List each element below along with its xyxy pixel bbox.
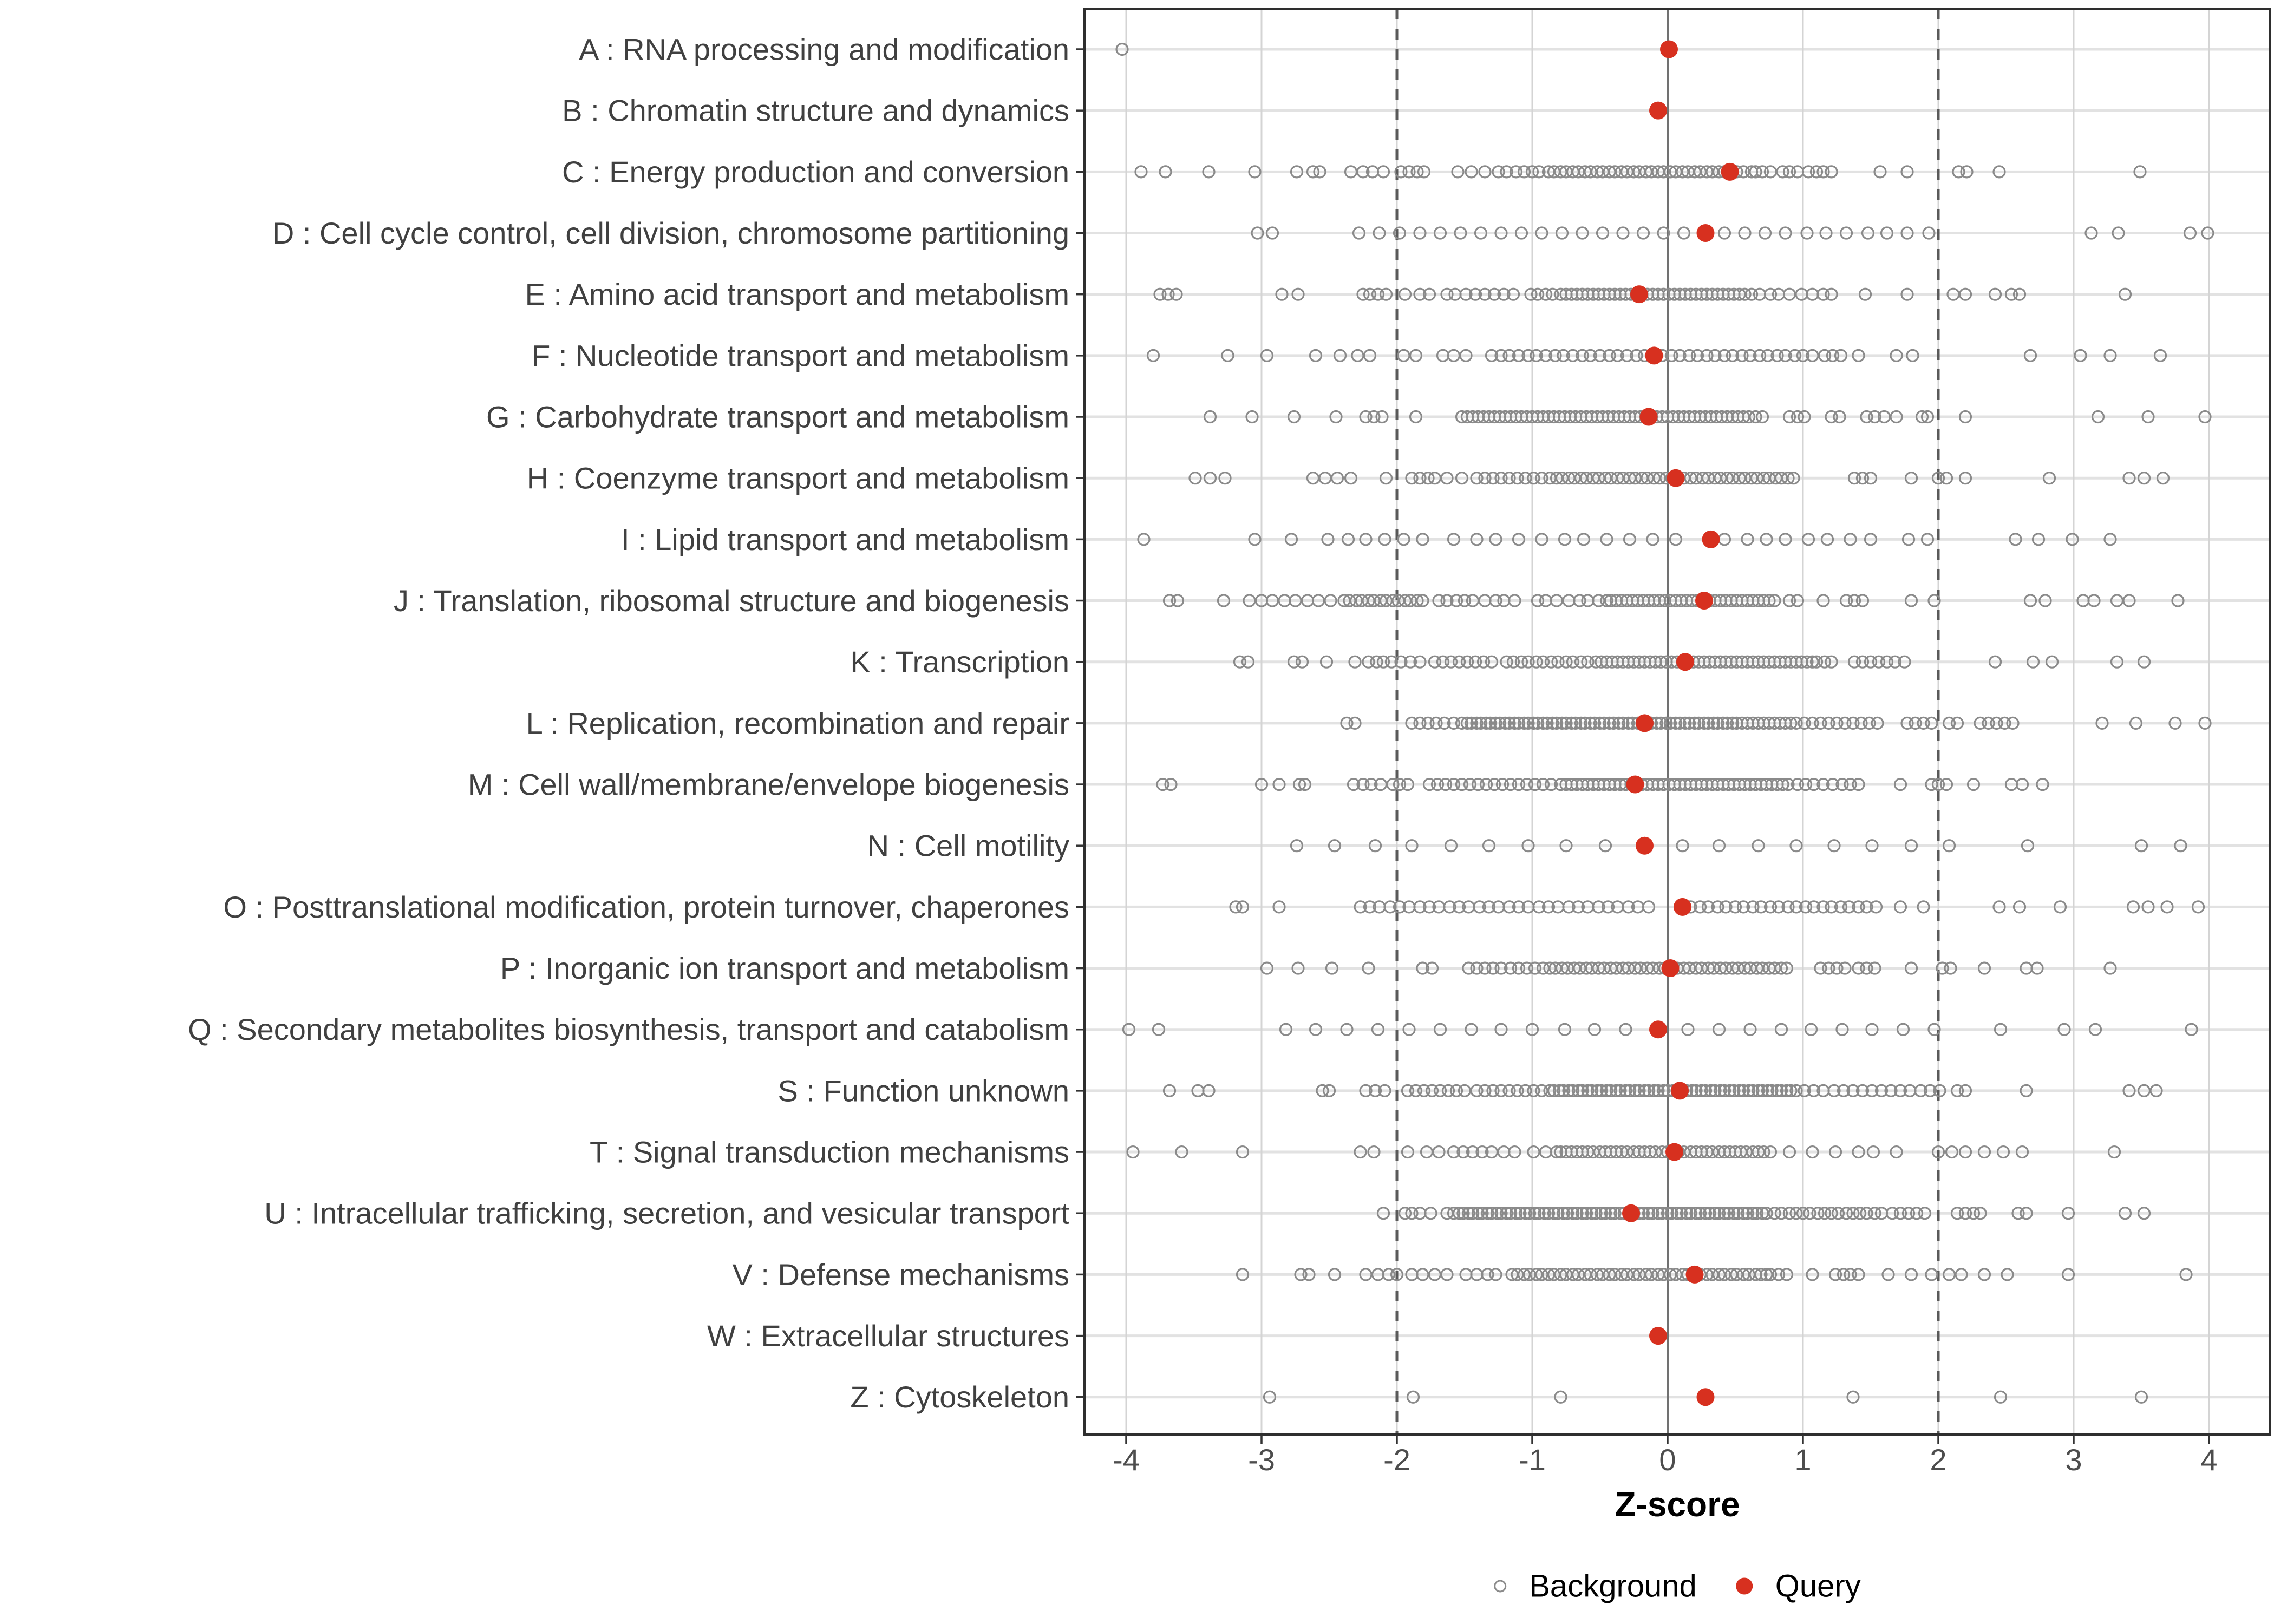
y-axis-label: J : Translation, ribosomal structure and biogenesis [393,584,1069,618]
y-axis-label: M : Cell wall/membrane/envelope biogenesis [467,767,1069,802]
query-point [1686,1266,1704,1284]
query-point [1662,959,1680,977]
query-point [1636,837,1654,855]
query-point [1676,653,1694,671]
query-point [1626,776,1644,794]
x-tick-label: 1 [1794,1443,1812,1477]
query-point [1622,1204,1640,1222]
y-axis-label: A : RNA processing and modification [579,32,1069,67]
y-axis-label: C : Energy production and conversion [562,154,1069,189]
query-point [1697,1388,1715,1406]
query-point [1695,592,1713,610]
y-axis-label: I : Lipid transport and metabolism [621,522,1069,556]
query-point [1667,469,1685,487]
query-point [1649,1020,1667,1038]
query-point [1702,531,1720,548]
x-tick-label: 0 [1659,1443,1676,1477]
query-legend-key-icon [1736,1578,1753,1595]
query-point [1636,714,1654,732]
y-axis-label: P : Inorganic ion transport and metabolism [500,951,1069,986]
query-point [1645,346,1663,364]
x-tick-label: -2 [1383,1443,1410,1477]
y-axis-label: S : Function unknown [777,1073,1069,1108]
query-point [1649,102,1667,120]
query-point [1674,898,1691,916]
y-axis-label: H : Coenzyme transport and metabolism [526,461,1069,495]
query-point [1640,408,1658,426]
query-point [1671,1082,1689,1099]
y-axis-label: D : Cell cycle control, cell division, chromosome partitioning [272,216,1069,251]
x-tick-label: -4 [1113,1443,1140,1477]
legend-label-query: Query [1775,1568,1861,1604]
y-axis-label: F : Nucleotide transport and metabolism [532,338,1069,373]
query-point [1721,163,1739,181]
y-axis-label: U : Intracellular trafficking, secretion, and vesicular transport [264,1196,1069,1230]
background-legend-key-icon [1494,1580,1506,1593]
query-point [1630,285,1648,303]
y-axis-label: G : Carbohydrate transport and metabolism [486,400,1069,434]
y-axis-label: Q : Secondary metabolites biosynthesis, transport and catabolism [188,1012,1069,1047]
legend-item-background [1494,1568,1697,1605]
y-axis-label: E : Amino acid transport and metabolism [525,277,1069,312]
x-tick-label: -1 [1519,1443,1546,1477]
legend-label-background: Background [1529,1568,1697,1604]
legend-item-query [1736,1568,1861,1605]
x-tick-label: 3 [2065,1443,2082,1477]
x-tick-label: 2 [1930,1443,1947,1477]
y-axis-label: T : Signal transduction mechanisms [589,1135,1069,1169]
x-tick-label: -3 [1248,1443,1275,1477]
y-axis-label: O : Posttranslational modification, protein turnover, chaperones [223,889,1069,924]
y-axis-label: V : Defense mechanisms [732,1257,1069,1292]
x-tick-label: 4 [2200,1443,2218,1477]
query-point [1649,1327,1667,1345]
legend [1494,1568,1861,1605]
query-point [1665,1143,1683,1161]
y-axis-label: Z : Cytoskeleton [850,1380,1069,1415]
x-axis-title: Z-score [1615,1485,1740,1524]
y-axis-label: L : Replication, recombination and repair [526,706,1069,741]
query-point [1697,224,1715,242]
query-point [1660,41,1678,58]
y-axis-label: N : Cell motility [867,828,1069,863]
y-axis-label: W : Extracellular structures [707,1319,1069,1353]
y-axis-label: B : Chromatin structure and dynamics [562,93,1069,128]
y-axis-label: K : Transcription [850,645,1069,679]
